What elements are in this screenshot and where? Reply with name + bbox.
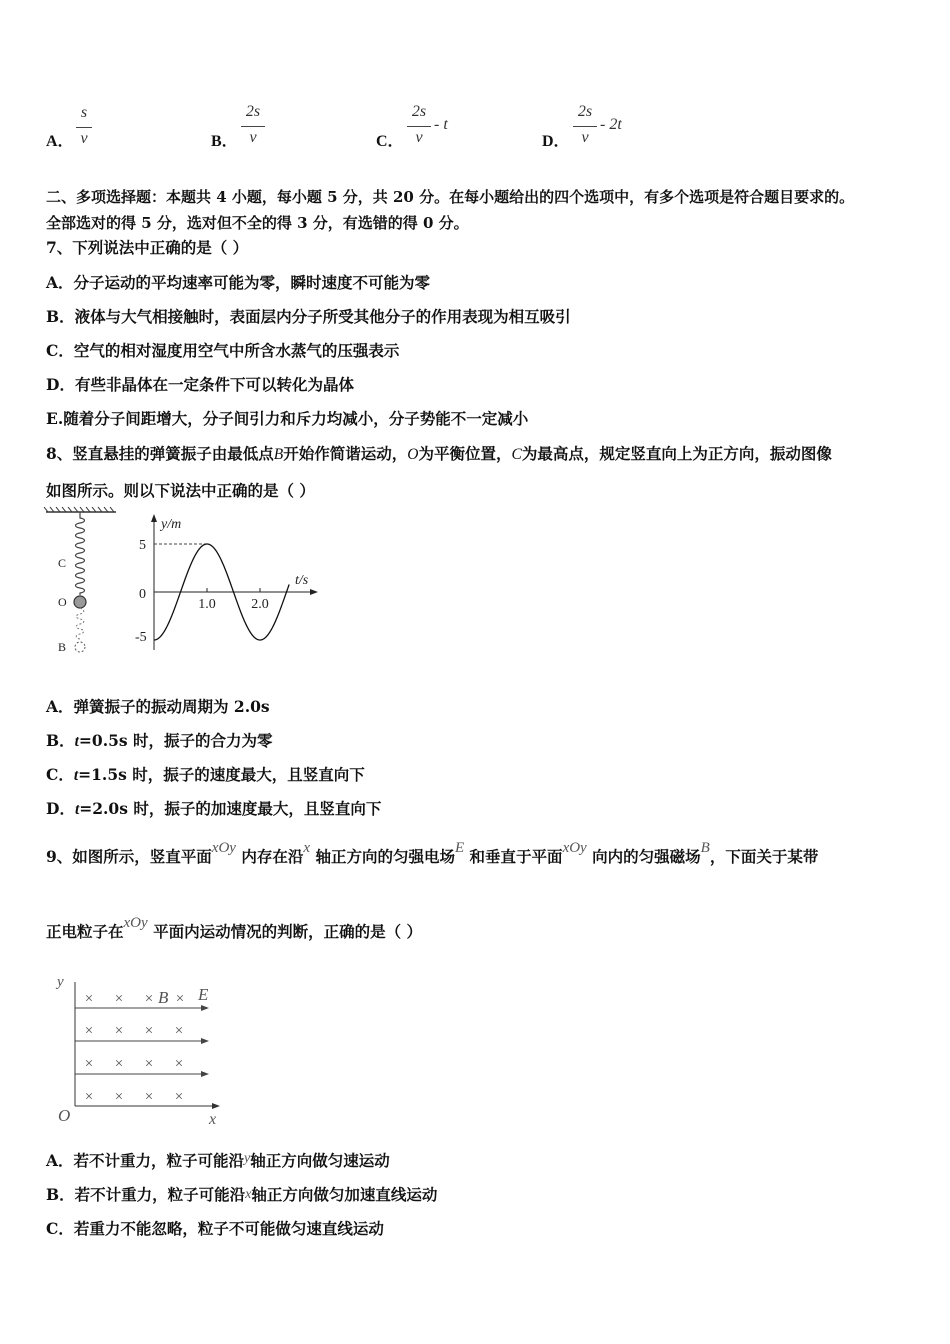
text: =2.0s 时，振子的加速度最大，且竖直向下	[79, 799, 382, 818]
label-c: C	[58, 556, 67, 570]
cross-mark: ×	[175, 991, 185, 1007]
field-b: B	[700, 840, 710, 856]
x-axis-arrow	[310, 589, 318, 595]
fraction-bar	[573, 126, 597, 127]
x-tick-label-1: 1.0	[198, 597, 216, 612]
text: 轴正方向做匀加速直线运动	[251, 1185, 438, 1204]
spring-oscillator-figure	[42, 506, 122, 656]
q7-option-e: E.随着分子间距增大，分子间引力和斥力均减小，分子势能不一定减小	[46, 409, 529, 428]
fraction-bar	[76, 127, 92, 128]
q8-option-c	[46, 763, 365, 785]
q7-option-d: D．有些非晶体在一定条件下可以转化为晶体	[46, 375, 354, 394]
x-axis-label: x	[209, 1111, 217, 1128]
cross-mark: ×	[144, 991, 154, 1007]
spring-coil	[76, 512, 85, 595]
em-field-figure	[52, 968, 232, 1130]
cross-mark: ×	[114, 1056, 124, 1072]
cross-mark: ×	[84, 1089, 94, 1105]
y-tick-label-5: 5	[139, 538, 146, 553]
option-label: B．	[211, 133, 238, 150]
text: 为最高点，规定竖直向上为正方向，振动图像	[521, 444, 832, 463]
y-axis-arrow	[151, 514, 157, 522]
fraction-bar	[407, 126, 431, 127]
plane-xoy: xOy	[123, 915, 148, 931]
text: ，下面关于某带	[709, 847, 819, 866]
q9-option-c	[46, 1217, 384, 1239]
numerator: 2s	[245, 103, 261, 120]
electric-field-lines	[75, 1005, 209, 1077]
text: A．弹簧振子的振动周期为 2.0s	[46, 697, 270, 716]
fraction-tail: - t	[434, 116, 448, 133]
option-label: A．	[46, 133, 74, 150]
q7-option-c: C．空气的相对湿度用空气中所含水蒸气的压强表示	[46, 341, 400, 360]
b-field-label: B	[158, 988, 169, 1007]
q9-option-b	[46, 1183, 437, 1205]
e-field-label: E	[198, 985, 209, 1004]
y-axis-label: y	[57, 974, 64, 990]
cross-mark: ×	[174, 1023, 184, 1039]
cross-mark: ×	[144, 1056, 154, 1072]
text: 和垂直于平面	[469, 847, 563, 866]
var-t: t	[73, 767, 79, 784]
cross-mark: ×	[144, 1089, 154, 1105]
cross-mark: ×	[174, 1056, 184, 1072]
denominator: v	[581, 129, 589, 146]
cross-mark: ×	[84, 991, 94, 1007]
field-line-arrow	[201, 1071, 209, 1077]
cross-mark: ×	[84, 1023, 94, 1039]
y-tick-label-0: 0	[139, 587, 146, 602]
q8-option-a	[46, 695, 270, 717]
text: 轴正方向做匀速运动	[250, 1151, 390, 1170]
text: =0.5s 时，振子的合力为零	[78, 731, 273, 750]
cross-mark: ×	[144, 1023, 154, 1039]
axis-x: x	[303, 840, 311, 856]
option-label: D．	[542, 133, 570, 150]
numerator: 2s	[577, 103, 593, 120]
text: 轴正方向的匀强电场	[315, 847, 455, 866]
q8-option-b	[46, 729, 273, 751]
text: 为平衡位置，	[418, 444, 512, 463]
fraction-tail: - 2t	[600, 116, 622, 133]
cross-mark: ×	[84, 1056, 94, 1072]
section-heading-line2: 全部选对的得 5 分，选对但不全的得 3 分，有选错的得 0 分。	[46, 214, 469, 232]
vibration-graph	[130, 508, 325, 658]
denominator: v	[415, 129, 423, 146]
x-axis-label: t/s	[295, 573, 309, 588]
point-b: B	[273, 446, 284, 463]
q8-option-d	[46, 797, 381, 819]
label-o: O	[58, 595, 67, 609]
field-e: E	[454, 840, 465, 856]
ceiling-hatch	[44, 507, 116, 512]
section-heading-line1: 二、多项选择题：本题共 4 小题，每小题 5 分，共 20 分。在每小题给出的四个选项中，有多个选项是符合题目要求的。	[46, 188, 855, 206]
q8-stem-line1	[46, 442, 832, 464]
point-o: O	[407, 446, 419, 463]
origin-label: O	[58, 1106, 71, 1125]
q8-stem-line2: 如图所示。则以下说法中正确的是（ ）	[46, 481, 315, 500]
text: 内存在沿	[241, 847, 304, 866]
q7-option-a: A．分子运动的平均速率可能为零，瞬时速度不可能为零	[46, 273, 431, 292]
cross-mark: ×	[114, 1023, 124, 1039]
x-tick-label-2: 2.0	[251, 597, 269, 612]
y-axis-label: y/m	[161, 517, 182, 532]
y-tick-label-neg5: -5	[135, 630, 147, 645]
q9-stem-line2	[46, 915, 422, 942]
text: 开始作简谐运动，	[283, 444, 408, 463]
dashed-ball	[75, 642, 85, 652]
plane-xoy: xOy	[211, 840, 236, 856]
text: 正电粒子在	[46, 922, 124, 941]
text: =1.5s 时，振子的速度最大，且竖直向下	[78, 765, 365, 784]
cross-mark: ×	[114, 1089, 124, 1105]
point-c: C	[511, 446, 522, 463]
text: 平面内运动情况的判断，正确的是（ ）	[153, 922, 422, 941]
text: B．	[46, 731, 75, 750]
text: 9、如图所示，竖直平面	[46, 847, 212, 866]
cross-mark: ×	[174, 1089, 184, 1105]
text: C．	[46, 765, 74, 784]
var-t: t	[74, 801, 80, 818]
text: B．若不计重力，粒子可能沿	[46, 1185, 246, 1204]
denominator: v	[80, 130, 88, 147]
option-label: C．	[376, 133, 404, 150]
plane-xoy: xOy	[562, 840, 587, 856]
denominator: v	[249, 129, 257, 146]
text: 8、竖直悬挂的弹簧振子由最低点	[46, 444, 274, 463]
q9-option-a	[46, 1149, 390, 1171]
q7-stem: 7、下列说法中正确的是（ ）	[46, 238, 249, 257]
text: D．	[46, 799, 75, 818]
text: A．若不计重力，粒子可能沿	[46, 1151, 245, 1170]
cross-mark: ×	[114, 991, 124, 1007]
fraction-bar	[241, 126, 265, 127]
x-axis-arrow	[212, 1103, 220, 1109]
field-line-arrow	[201, 1005, 209, 1011]
dashed-spring	[76, 608, 84, 639]
label-b: B	[58, 640, 67, 654]
axis-symbol: x	[245, 1187, 252, 1202]
axis-symbol: y	[244, 1151, 251, 1166]
field-line-arrow	[201, 1038, 209, 1044]
q7-option-b: B．液体与大气相接触时，表面层内分子所受其他分子的作用表现为相互吸引	[46, 307, 571, 326]
text: C．若重力不能忽略，粒子不可能做匀速直线运动	[46, 1219, 384, 1238]
text: 向内的匀强磁场	[592, 847, 701, 866]
numerator: s	[80, 104, 88, 121]
oscillator-ball	[74, 596, 86, 608]
numerator: 2s	[411, 103, 427, 120]
q9-stem-line1	[46, 840, 819, 867]
var-t: t	[74, 733, 79, 750]
